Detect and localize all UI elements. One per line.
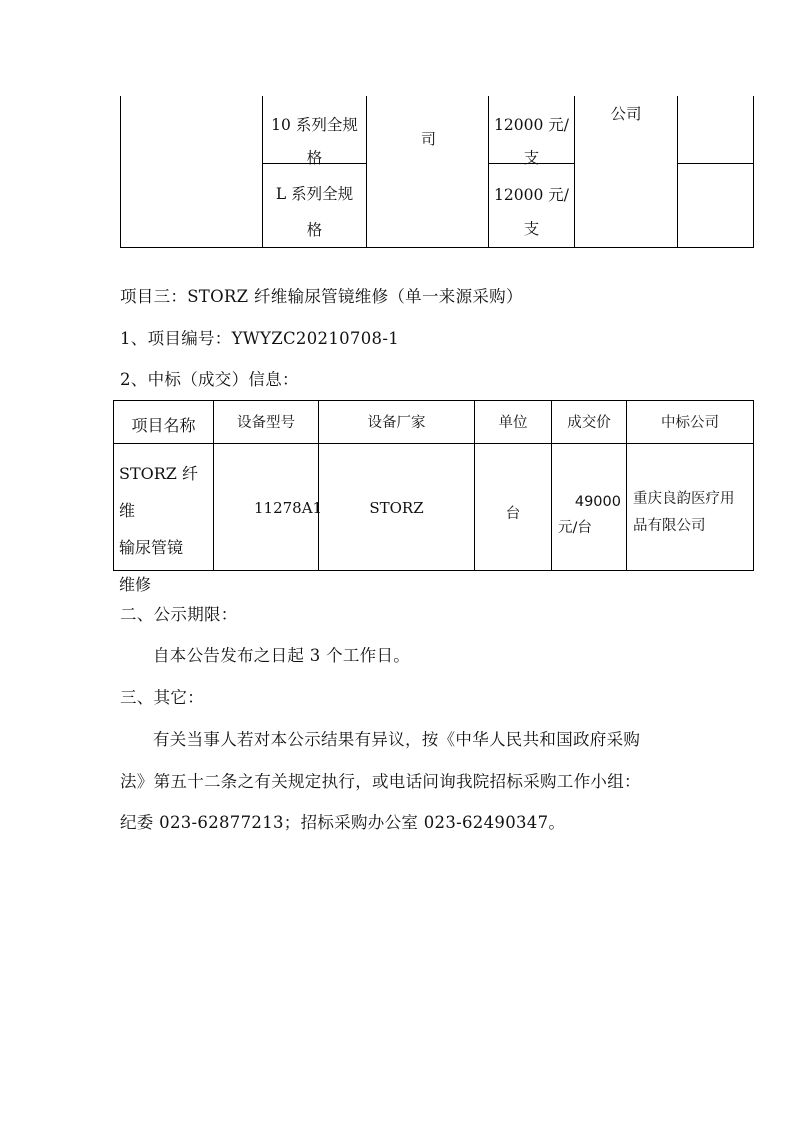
row-project-name: [119, 455, 213, 603]
project3-number: 1、项目编号：YWYZC20210708-1: [120, 329, 399, 348]
section3-line2: 法》第五十二条之有关规定执行，或电话问询我院招标采购工作小组：: [120, 772, 641, 791]
top-table-spec-line2: 格: [306, 149, 323, 167]
header-project-name: 项目名称: [131, 416, 196, 435]
row-company-line1: 重庆良韵医疗用: [633, 491, 735, 507]
row-project-name-line1: STORZ 纤维: [119, 464, 199, 520]
project3-info-heading: 2、中标（成交）信息：: [120, 370, 299, 389]
section3-line1: 有关当事人若对本公示结果有异议，按《中华人民共和国政府采购: [153, 730, 641, 749]
row-price-unit: 元/台: [558, 520, 592, 536]
row-price: [552, 489, 626, 541]
row-unit: 台: [505, 506, 521, 522]
row-company: [633, 486, 753, 540]
section3-heading: 三、其它：: [120, 688, 204, 707]
header-unit: 单位: [498, 415, 528, 431]
top-table-price-line2: 支: [523, 220, 540, 238]
row-maker: STORZ: [369, 499, 424, 517]
top-table-price-line2: 支: [523, 149, 540, 167]
top-table-price-line1: 12000 元/: [494, 116, 569, 134]
top-table-winner-fragment: 公司: [610, 105, 642, 123]
header-maker: 设备厂家: [367, 415, 426, 431]
row-project-name-line2: 输尿管镜: [119, 538, 184, 557]
top-table-spec-line1: L 系列全规: [275, 185, 354, 203]
top-table-price-line1: 12000 元/: [494, 186, 569, 204]
row-price-amount: 49000: [574, 494, 621, 510]
section2-heading: 二、公示期限：: [120, 605, 238, 624]
top-table-company-fragment: 司: [421, 130, 437, 148]
header-price: 成交价: [567, 415, 611, 431]
header-company: 中标公司: [661, 415, 719, 431]
row-model: 11278A1: [254, 499, 323, 517]
section2-body: 自本公告发布之日起 3 个工作日。: [153, 646, 411, 665]
top-table-spec-line1: 10 系列全规: [271, 116, 358, 134]
row-project-name-line3: 维修: [119, 575, 152, 594]
header-model: 设备型号: [237, 415, 295, 431]
row-company-line2: 品有限公司: [633, 518, 706, 534]
project3-title: 项目三：STORZ 纤维输尿管镜维修（单一来源采购）: [120, 287, 523, 306]
section3-line3: 纪委 023-62877213；招标采购办公室 023-62490347。: [120, 813, 566, 832]
top-table-spec-line2: 格: [306, 221, 323, 239]
